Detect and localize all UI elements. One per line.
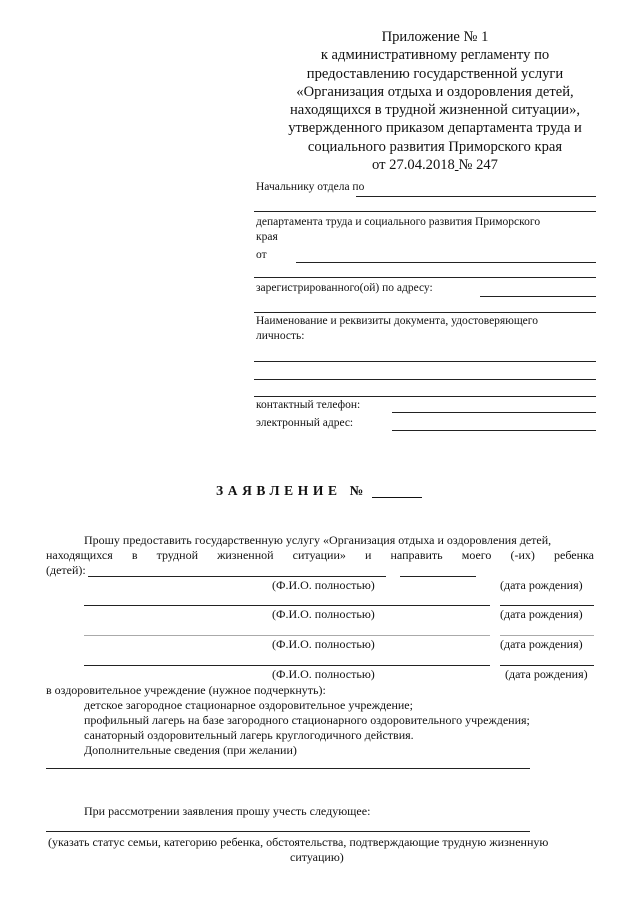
address-field-line[interactable] xyxy=(480,296,596,297)
statement-title-word: ЗАЯВЛЕНИЕ xyxy=(216,483,342,498)
child-4-birth-caption: (дата рождения) xyxy=(505,667,588,681)
department-line-2: края xyxy=(256,231,278,243)
appendix-line: находящихся в трудной жизненной ситуации», xyxy=(289,102,581,119)
identity-field-line-2[interactable] xyxy=(254,379,596,380)
child-1-birth-caption: (дата рождения) xyxy=(500,578,583,592)
child-4-name-caption: (Ф.И.О. полностью) xyxy=(272,667,375,681)
identity-doc-line-2: личность: xyxy=(256,330,305,342)
child-2-birth-field[interactable] xyxy=(500,605,594,606)
request-word: направить xyxy=(390,548,443,562)
additional-info-label: Дополнительные сведения (при желании) xyxy=(84,743,297,757)
from-label: от xyxy=(256,249,267,261)
child-2-name-field[interactable] xyxy=(84,605,490,606)
child-3-name-caption: (Ф.И.О. полностью) xyxy=(272,637,375,651)
institution-option-1[interactable]: детское загородное стационарное оздоровительное учреждение; xyxy=(84,698,413,712)
chief-label: Начальнику отдела по xyxy=(256,181,365,193)
child-2-name-caption: (Ф.И.О. полностью) xyxy=(272,607,375,621)
chief-field-line-2[interactable] xyxy=(254,211,596,212)
request-line-2 xyxy=(46,548,594,563)
appendix-date: от 27.04.2018 xyxy=(372,157,455,174)
phone-label: контактный телефон: xyxy=(256,399,361,411)
appendix-header xyxy=(265,28,605,174)
request-word: находящихся xyxy=(46,548,113,562)
institution-intro: в оздоровительное учреждение (нужное подчеркнуть): xyxy=(46,683,326,697)
registered-label: зарегистрированного(ой) по адресу: xyxy=(256,282,433,294)
from-field-line[interactable] xyxy=(296,262,596,263)
chief-field-line[interactable] xyxy=(356,196,596,197)
appendix-line: утвержденного приказом департамента труда и xyxy=(288,120,582,137)
status-note-line-2: ситуацию) xyxy=(290,850,344,864)
child-3-name-field[interactable] xyxy=(84,635,490,636)
status-note-line-1: (указать статус семьи, категорию ребенка, обстоятельства, подтверждающие трудную жизненную xyxy=(48,835,549,849)
child-1-birth-field[interactable] xyxy=(400,576,476,577)
identity-field-line-3[interactable] xyxy=(254,396,596,397)
request-word: трудной xyxy=(156,548,198,562)
request-word: ситуации» xyxy=(292,548,346,562)
child-4-birth-field[interactable] xyxy=(500,665,594,666)
additional-info-field[interactable] xyxy=(46,768,530,769)
child-1-name-field[interactable] xyxy=(88,576,386,577)
statement-number-field[interactable] xyxy=(372,497,422,498)
consider-field[interactable] xyxy=(46,831,530,832)
appendix-date-line xyxy=(265,156,605,174)
appendix-line: Приложение № 1 xyxy=(381,29,489,45)
child-3-birth-field[interactable] xyxy=(500,635,594,636)
child-3-birth-caption: (дата рождения) xyxy=(500,637,583,651)
appendix-number: № 247 xyxy=(458,157,498,174)
consider-label: При рассмотрении заявления прошу учесть следующее: xyxy=(84,804,371,818)
identity-doc-line-1: Наименование и реквизиты документа, удостоверяющего xyxy=(256,315,538,327)
child-1-name-caption: (Ф.И.О. полностью) xyxy=(272,578,375,592)
phone-field-line[interactable] xyxy=(392,412,596,413)
request-word: в xyxy=(131,548,138,562)
request-word: жизненной xyxy=(217,548,274,562)
appendix-line: к административному регламенту по xyxy=(320,47,550,64)
address-field-line-2[interactable] xyxy=(254,312,596,313)
appendix-line: «Организация отдыха и оздоровления детей, xyxy=(296,83,574,100)
request-word: и xyxy=(364,548,372,562)
department-line-1: департамента труда и социального развития Приморского xyxy=(256,216,541,228)
institution-option-2[interactable]: профильный лагерь на базе загородного стационарного оздоровительного учреждения; xyxy=(84,713,530,727)
child-2-birth-caption: (дата рождения) xyxy=(500,607,583,621)
child-4-name-field[interactable] xyxy=(84,665,490,666)
identity-field-line-1[interactable] xyxy=(254,361,596,362)
email-label: электронный адрес: xyxy=(256,417,354,429)
request-word: моего xyxy=(461,548,492,562)
request-line-3: (детей): xyxy=(46,563,86,577)
email-field-line[interactable] xyxy=(392,430,596,431)
statement-number-sign: № xyxy=(349,483,364,498)
request-word: ребенка xyxy=(554,548,594,562)
appendix-line: социального развития Приморского края xyxy=(307,138,563,155)
request-word: (-их) xyxy=(510,548,535,562)
statement-title xyxy=(216,483,363,499)
request-line-1: Прошу предоставить государственную услугу «Организация отдыха и оздоровления детей, xyxy=(84,533,552,547)
from-field-line-2[interactable] xyxy=(254,277,596,278)
appendix-line: предоставлению государственной услуги xyxy=(306,65,564,82)
institution-option-3[interactable]: санаторный оздоровительный лагерь круглогодичного действия. xyxy=(84,728,414,742)
